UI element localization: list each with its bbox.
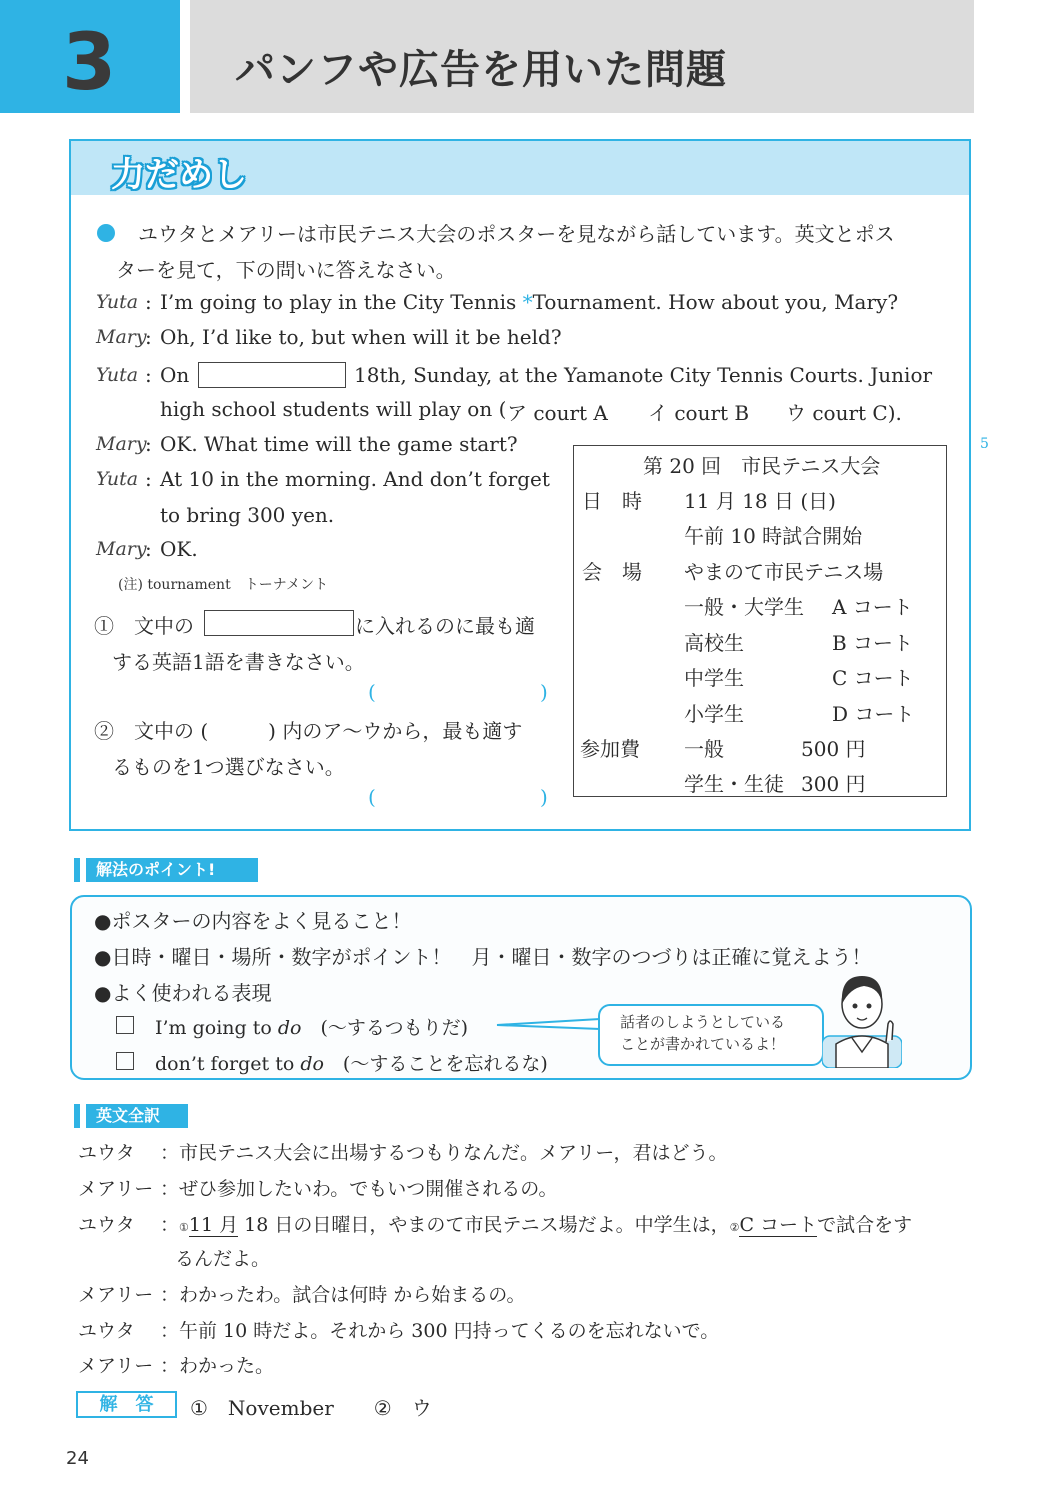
question-1a: ① 文中の (94, 614, 194, 638)
bubble-text-2: ことが書かれているよ！ (620, 1035, 786, 1053)
translation-speaker: ユウタ (78, 1142, 135, 1164)
speaker-name: Mary (96, 326, 147, 348)
point-item: ●よく使われる表現 (94, 981, 272, 1005)
expression-1: I’m going to do (〜するつもりだ) (155, 1017, 469, 1039)
poster-venue: やまのて市民テニス場 (684, 560, 884, 584)
translation-line: ：わかった。 (160, 1355, 275, 1377)
question-1c: する英語1語を書きなさい。 (112, 650, 365, 674)
translation-speaker: メアリー (78, 1284, 154, 1306)
instruction-line-2: ターを見て，下の問いに答えなさい。 (116, 258, 456, 282)
translation-speaker: ユウタ (78, 1214, 135, 1236)
poster-date-label: 日 時 (582, 489, 642, 513)
poster-date: 11 月 18 日 (日) (684, 489, 836, 513)
poster-court: A コート (832, 595, 913, 619)
chapter-number-box (0, 0, 180, 113)
dialogue-line-6: OK. (160, 537, 198, 561)
translation-speaker: ユウタ (78, 1320, 135, 1342)
bubble-text-1: 話者のしようとしている (620, 1013, 786, 1031)
expression-2: don’t forget to do (〜することを忘れるな) (155, 1053, 548, 1075)
translation-line: ：①11 月 18 日の日曜日，やまのて市民テニス場だよ。中学生は，②C コートで試合をす (160, 1214, 913, 1236)
speaker-name: Mary (96, 433, 147, 455)
choice-c: ウ court C). (786, 401, 902, 425)
poster-court-group: 中学生 (684, 666, 744, 690)
dialogue-line-5b: to bring 300 yen. (160, 503, 335, 527)
answer-paren-close: ) (540, 680, 548, 704)
dialogue-line-3: On (160, 363, 190, 387)
translation-line-cont: るんだよ。 (175, 1248, 271, 1270)
point-item: ●ポスターの内容をよく見ること！ (94, 909, 412, 933)
footnote: (注) tournament トーナメント (118, 577, 329, 593)
answer-paren-open: ( (368, 785, 376, 809)
speaker-name: Mary (96, 538, 147, 560)
chapter-title-box (190, 0, 974, 113)
dialogue-sep: : (145, 537, 152, 561)
choice-b: イ court B (648, 401, 750, 425)
speech-bubble (598, 1004, 824, 1066)
bullet-icon (97, 224, 115, 242)
poster-fee-price: 500 円 (801, 737, 866, 761)
dialogue-sep: : (145, 290, 152, 314)
dialogue-line-1: I’m going to play in the City Tennis *Tournament. How about you, Mary? (160, 290, 899, 314)
practice-header (71, 141, 969, 195)
poster-fee-group: 一般 (684, 737, 724, 761)
answer-paren-close: ) (540, 785, 548, 809)
answer-blank (198, 362, 346, 388)
chapter-title: パンフや広告を用いた問題 (235, 47, 727, 93)
poster-court: D コート (832, 702, 915, 726)
instruction-line-1: ユウタとメアリーは市民テニス大会のポスターを見ながら話しています。英文とポス (138, 222, 895, 246)
translation-line: ：市民テニス大会に出場するつもりなんだ。メアリー，君はどう。 (160, 1142, 728, 1164)
question-1-blank (204, 610, 354, 636)
dialogue-sep: : (145, 432, 152, 456)
poster-fee-label: 参加費 (580, 737, 640, 761)
dialogue-sep: : (145, 467, 152, 491)
translation-line: ：午前 10 時だよ。それから 300 円持ってくるのを忘れないで。 (160, 1320, 720, 1342)
translation-speaker: メアリー (78, 1178, 154, 1200)
dialogue-line-3b: high school students will play on ( (160, 397, 507, 421)
dialogue-line-3-cont: 18th, Sunday, at the Yamanote City Tennis Courts. Junior (354, 363, 933, 387)
poster-court-group: 一般・大学生 (684, 595, 804, 619)
answer-text: ① November ② ウ (190, 1396, 432, 1420)
poster-court-group: 高校生 (684, 631, 744, 655)
poster-fee-group: 学生・生徒 (684, 772, 784, 796)
poster-court: C コート (832, 666, 914, 690)
choice-a: ア court A (507, 401, 608, 425)
point-item: ●日時・曜日・場所・数字がポイント！ 月・曜日・数字のつづりは正確に覚えよう！ (94, 945, 872, 969)
speaker-name: Yuta (96, 468, 139, 490)
speaker-name: Yuta (96, 291, 139, 313)
poster-court-group: 小学生 (684, 702, 744, 726)
poster-venue-label: 会 場 (582, 560, 642, 584)
dialogue-line-2: Oh, I’d like to, but when will it be held? (160, 325, 562, 349)
poster-title: 第 20 回 市民テニス大会 (643, 454, 881, 478)
line-number: 5 (980, 436, 989, 452)
dialogue-line-4: OK. What time will the game start? (160, 432, 518, 456)
speaker-name: Yuta (96, 364, 139, 386)
translation-line: ：ぜひ参加したいわ。でもいつ開催されるの。 (160, 1178, 558, 1200)
checkbox-icon (116, 1016, 134, 1034)
poster-time: 午前 10 時試合開始 (684, 524, 863, 548)
answer-paren-open: ( (368, 680, 376, 704)
poster-court: B コート (832, 631, 914, 655)
question-2b: るものを1つ選びなさい。 (112, 755, 345, 779)
checkbox-icon (116, 1052, 134, 1070)
points-tag: 解法のポイント! (80, 858, 258, 882)
bubble-pointer-icon (495, 1015, 605, 1035)
chapter-number: 3 (62, 18, 117, 108)
practice-title: 力だめし (111, 155, 247, 195)
page-number: 24 (66, 1448, 89, 1469)
translation-tag: 英文全訳 (80, 1104, 188, 1128)
question-1b: に入れるのに最も適 (355, 614, 535, 638)
dialogue-line-5: At 10 in the morning. And don’t forget (160, 467, 550, 491)
dialogue-sep: : (145, 325, 152, 349)
poster-fee-price: 300 円 (801, 772, 866, 796)
translation-line: ：わかったわ。試合は何時 から始まるの。 (160, 1284, 526, 1306)
translation-speaker: メアリー (78, 1355, 154, 1377)
girl-character-icon (822, 966, 902, 1068)
answer-tag: 解 答 (76, 1391, 177, 1418)
dialogue-sep: : (145, 363, 152, 387)
question-2a: ② 文中の ( ) 内のア〜ウから，最も適す (94, 719, 523, 743)
